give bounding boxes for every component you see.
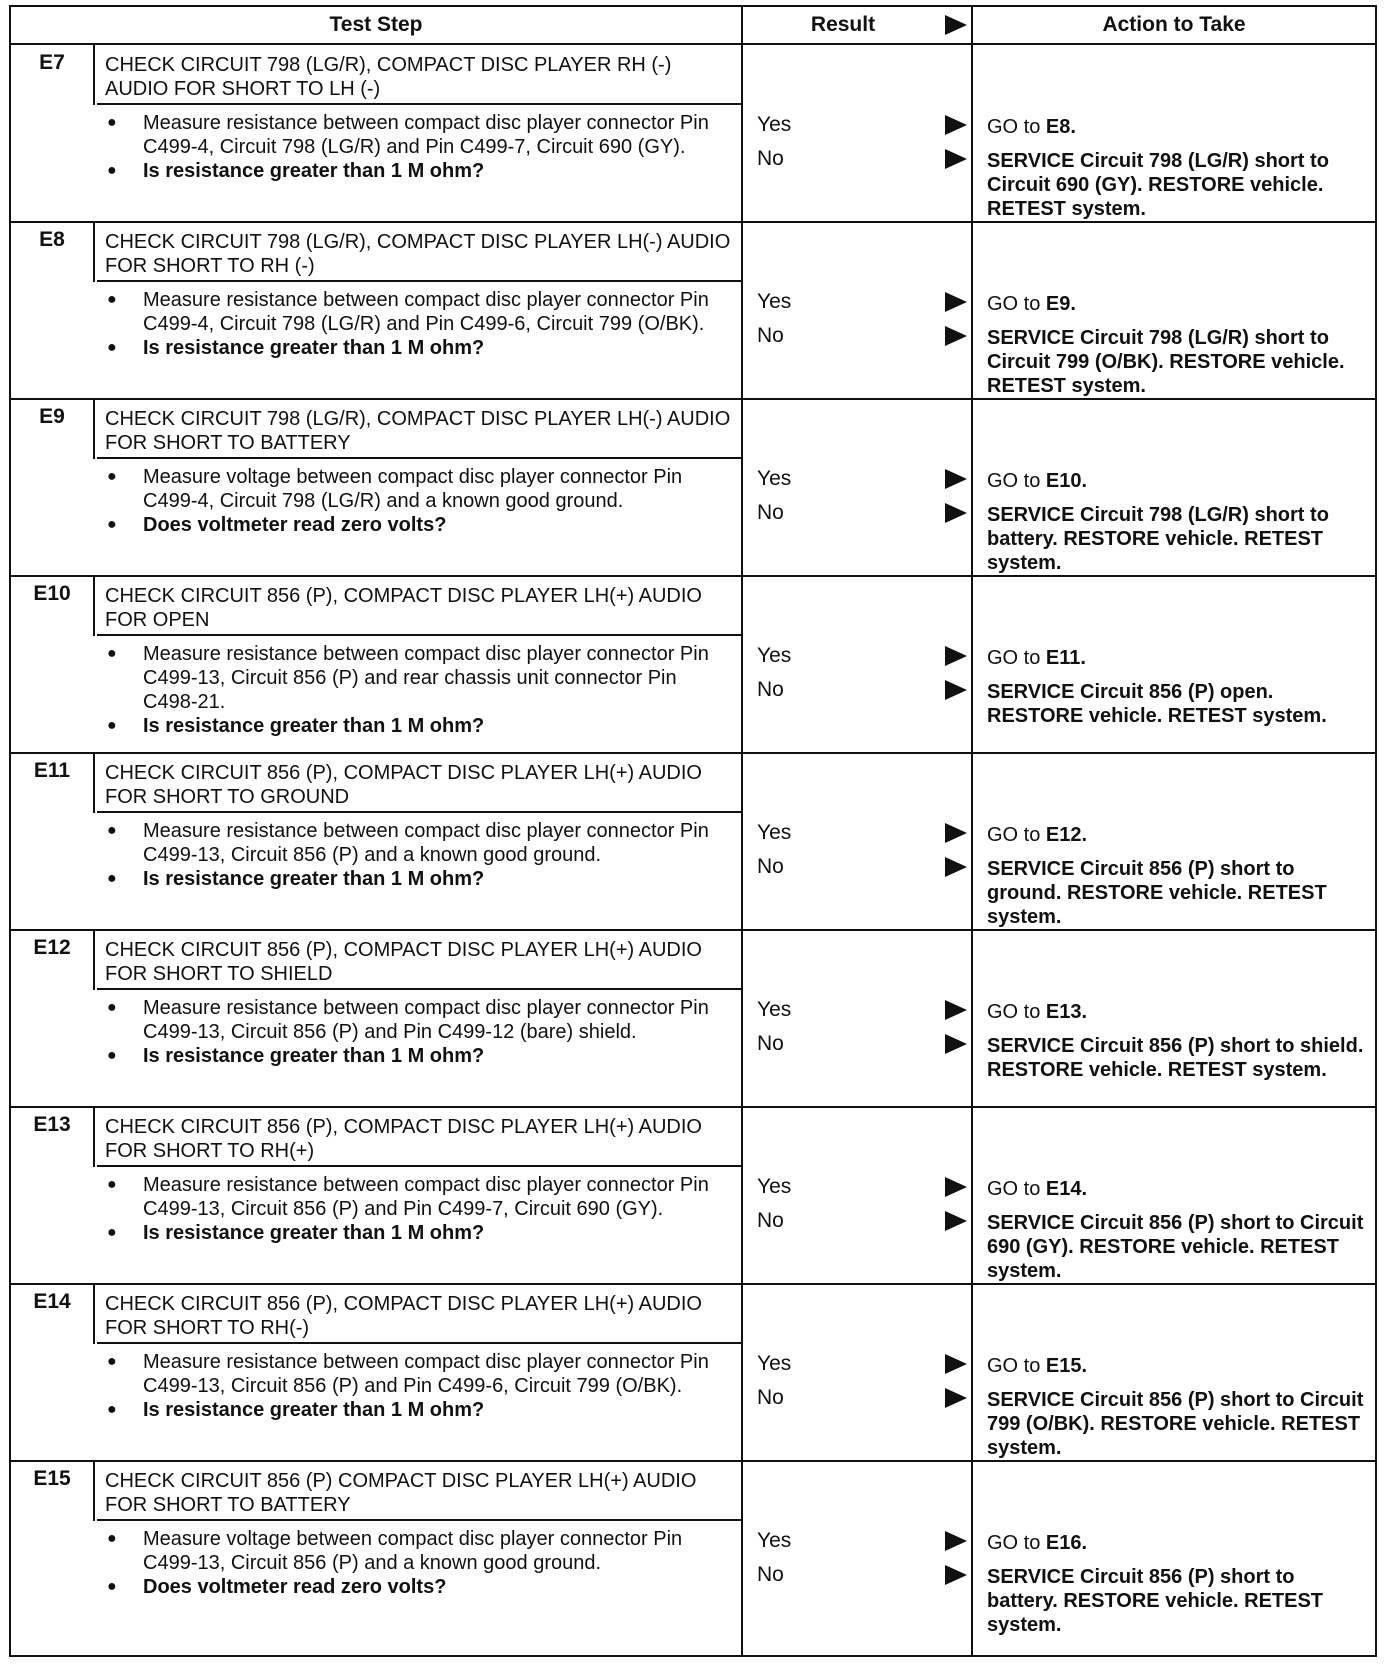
arrow-right-icon xyxy=(945,680,967,700)
go-to-target: E14. xyxy=(1045,1178,1088,1200)
action-go-to xyxy=(987,823,1087,847)
test-step-row xyxy=(11,576,1375,754)
result-yes: Yes xyxy=(757,644,792,667)
step-title: CHECK CIRCUIT 798 (LG/R), COMPACT DISC PLAYER LH(-) AUDIO FOR SHORT TO BATTERY xyxy=(97,399,743,459)
action-cell xyxy=(973,1461,1375,1655)
go-to-target: E13. xyxy=(1045,1001,1088,1023)
action-service: SERVICE Circuit 856 (P) short to ground. RESTORE vehicle. RETEST system. xyxy=(987,858,1327,928)
action-service: SERVICE Circuit 856 (P) open. RESTORE vehicle. RETEST system. xyxy=(987,681,1327,727)
result-cell xyxy=(743,930,973,1106)
action-cell xyxy=(973,399,1375,575)
go-to-target: E10. xyxy=(1045,470,1088,492)
step-body xyxy=(95,1167,743,1283)
step-instruction: ● Measure resistance between compact disc player connector Pin C499-13, Circuit 856 (P) and Pin C499-12 (bare) shield. xyxy=(107,996,733,1044)
test-step-row xyxy=(11,45,1375,223)
result-cell xyxy=(743,399,973,575)
test-step-row xyxy=(11,1284,1375,1462)
go-to-prefix: GO to xyxy=(987,824,1041,846)
arrow-right-icon xyxy=(945,1034,967,1054)
arrow-right-icon xyxy=(945,115,967,135)
result-no: No xyxy=(757,1386,784,1409)
step-title: CHECK CIRCUIT 856 (P), COMPACT DISC PLAYER LH(+) AUDIO FOR SHORT TO RH(-) xyxy=(97,1284,743,1344)
step-instruction: ● Measure voltage between compact disc player connector Pin C499-4, Circuit 798 (LG/R) and a known good ground. xyxy=(107,465,733,513)
result-no: No xyxy=(757,1563,784,1586)
go-to-target: E9. xyxy=(1045,293,1076,315)
arrow-right-icon xyxy=(945,326,967,346)
result-cell xyxy=(743,753,973,929)
step-body xyxy=(95,1344,743,1460)
step-question: ● Is resistance greater than 1 M ohm? xyxy=(107,867,733,891)
action-go-to xyxy=(987,292,1076,316)
test-step-row xyxy=(11,399,1375,577)
step-instruction: ● Measure resistance between compact disc player connector Pin C499-13, Circuit 856 (P) and Pin C499-6, Circuit 799 (O/BK). xyxy=(107,1350,733,1398)
step-question: ● Does voltmeter read zero volts? xyxy=(107,1575,733,1599)
result-no: No xyxy=(757,324,784,347)
go-to-target: E11. xyxy=(1045,647,1086,669)
step-question: ● Is resistance greater than 1 M ohm? xyxy=(107,1398,733,1422)
go-to-target: E16. xyxy=(1045,1532,1088,1554)
arrow-right-icon xyxy=(945,1000,967,1020)
go-to-prefix: GO to xyxy=(987,116,1041,138)
step-title: CHECK CIRCUIT 856 (P) COMPACT DISC PLAYER LH(+) AUDIO FOR SHORT TO BATTERY xyxy=(97,1461,743,1521)
result-yes: Yes xyxy=(757,1352,792,1375)
step-title: CHECK CIRCUIT 856 (P), COMPACT DISC PLAYER LH(+) AUDIO FOR SHORT TO RH(+) xyxy=(97,1107,743,1167)
go-to-target: E15. xyxy=(1045,1355,1088,1377)
step-title: CHECK CIRCUIT 798 (LG/R), COMPACT DISC PLAYER RH (-) AUDIO FOR SHORT TO LH (-) xyxy=(97,45,743,105)
arrow-right-icon xyxy=(945,469,967,489)
step-body xyxy=(95,636,743,752)
arrow-right-icon xyxy=(945,1565,967,1585)
result-cell xyxy=(743,222,973,398)
go-to-prefix: GO to xyxy=(987,1001,1041,1023)
action-service: SERVICE Circuit 856 (P) short to Circuit 799 (O/BK). RESTORE vehicle. RETEST system. xyxy=(987,1389,1364,1459)
step-body xyxy=(95,105,743,221)
action-service: SERVICE Circuit 798 (LG/R) short to Circuit 799 (O/BK). RESTORE vehicle. RETEST system. xyxy=(987,327,1345,397)
arrow-right-icon xyxy=(945,149,967,169)
step-body xyxy=(95,1521,743,1655)
result-cell xyxy=(743,1461,973,1655)
result-yes: Yes xyxy=(757,1529,792,1552)
action-go-to xyxy=(987,469,1087,493)
step-instruction: ● Measure resistance between compact disc player connector Pin C499-4, Circuit 798 (LG/R) and Pin C499-7, Circuit 690 (GY). xyxy=(107,111,733,159)
result-no: No xyxy=(757,1032,784,1055)
go-to-prefix: GO to xyxy=(987,1178,1041,1200)
action-cell xyxy=(973,930,1375,1106)
step-body xyxy=(95,990,743,1106)
arrow-right-icon xyxy=(945,1177,967,1197)
action-service: SERVICE Circuit 856 (P) short to shield. RESTORE vehicle. RETEST system. xyxy=(987,1035,1364,1081)
step-title: CHECK CIRCUIT 856 (P), COMPACT DISC PLAYER LH(+) AUDIO FOR SHORT TO SHIELD xyxy=(97,930,743,990)
step-instruction: ● Measure resistance between compact disc player connector Pin C499-13, Circuit 856 (P) and Pin C499-7, Circuit 690 (GY). xyxy=(107,1173,733,1221)
result-no: No xyxy=(757,855,784,878)
step-id: E11 xyxy=(11,753,95,813)
result-cell xyxy=(743,1284,973,1460)
arrow-right-icon xyxy=(945,823,967,843)
arrow-right-icon xyxy=(945,1388,967,1408)
result-yes: Yes xyxy=(757,1175,792,1198)
step-id: E13 xyxy=(11,1107,95,1167)
action-go-to xyxy=(987,115,1076,139)
header-result-label: Result xyxy=(810,13,876,36)
action-go-to xyxy=(987,1000,1087,1024)
step-id: E14 xyxy=(11,1284,95,1344)
step-id: E8 xyxy=(11,222,95,282)
result-no: No xyxy=(757,501,784,524)
step-id: E12 xyxy=(11,930,95,990)
step-body xyxy=(95,459,743,575)
diagnostic-table xyxy=(9,5,1377,1657)
action-cell xyxy=(973,753,1375,929)
test-step-row xyxy=(11,222,1375,400)
action-go-to xyxy=(987,646,1086,670)
action-cell xyxy=(973,1107,1375,1283)
arrow-right-icon xyxy=(945,15,967,35)
result-no: No xyxy=(757,678,784,701)
step-body xyxy=(95,282,743,398)
action-go-to xyxy=(987,1177,1087,1201)
go-to-prefix: GO to xyxy=(987,293,1041,315)
arrow-right-icon xyxy=(945,503,967,523)
result-no: No xyxy=(757,1209,784,1232)
result-yes: Yes xyxy=(757,821,792,844)
arrow-right-icon xyxy=(945,1531,967,1551)
test-step-row xyxy=(11,1461,1375,1655)
header-action: Action to Take xyxy=(1102,13,1246,36)
arrow-right-icon xyxy=(945,1354,967,1374)
header-result xyxy=(743,7,973,43)
action-service: SERVICE Circuit 856 (P) short to Circuit 690 (GY). RESTORE vehicle. RETEST system. xyxy=(987,1212,1364,1282)
step-question: ● Is resistance greater than 1 M ohm? xyxy=(107,336,733,360)
test-step-row xyxy=(11,753,1375,931)
arrow-right-icon xyxy=(945,646,967,666)
result-yes: Yes xyxy=(757,290,792,313)
action-go-to xyxy=(987,1354,1087,1378)
step-body xyxy=(95,813,743,929)
step-title: CHECK CIRCUIT 798 (LG/R), COMPACT DISC PLAYER LH(-) AUDIO FOR SHORT TO RH (-) xyxy=(97,222,743,282)
arrow-right-icon xyxy=(945,857,967,877)
step-question: ● Is resistance greater than 1 M ohm? xyxy=(107,1221,733,1245)
step-instruction: ● Measure resistance between compact disc player connector Pin C499-13, Circuit 856 (P) and a known good ground. xyxy=(107,819,733,867)
test-step-row xyxy=(11,930,1375,1108)
result-cell xyxy=(743,576,973,752)
action-cell xyxy=(973,222,1375,398)
table-header xyxy=(11,7,1375,45)
result-yes: Yes xyxy=(757,113,792,136)
step-instruction: ● Measure resistance between compact disc player connector Pin C499-13, Circuit 856 (P) and rear chassis unit connector Pin C498-21. xyxy=(107,642,733,714)
result-cell xyxy=(743,1107,973,1283)
result-no: No xyxy=(757,147,784,170)
step-question: ● Does voltmeter read zero volts? xyxy=(107,513,733,537)
step-id: E10 xyxy=(11,576,95,636)
test-step-row xyxy=(11,1107,1375,1285)
action-service: SERVICE Circuit 856 (P) short to battery. RESTORE vehicle. RETEST system. xyxy=(987,1566,1324,1636)
step-title: CHECK CIRCUIT 856 (P), COMPACT DISC PLAYER LH(+) AUDIO FOR SHORT TO GROUND xyxy=(97,753,743,813)
step-question: ● Is resistance greater than 1 M ohm? xyxy=(107,159,733,183)
go-to-prefix: GO to xyxy=(987,1532,1041,1554)
result-cell xyxy=(743,45,973,221)
step-title: CHECK CIRCUIT 856 (P), COMPACT DISC PLAYER LH(+) AUDIO FOR OPEN xyxy=(97,576,743,636)
go-to-prefix: GO to xyxy=(987,470,1041,492)
step-question: ● Is resistance greater than 1 M ohm? xyxy=(107,714,733,738)
go-to-target: E8. xyxy=(1045,116,1076,138)
go-to-target: E12. xyxy=(1045,824,1088,846)
action-service: SERVICE Circuit 798 (LG/R) short to battery. RESTORE vehicle. RETEST system. xyxy=(987,504,1329,574)
step-id: E7 xyxy=(11,45,95,105)
action-service: SERVICE Circuit 798 (LG/R) short to Circuit 690 (GY). RESTORE vehicle. RETEST system. xyxy=(987,150,1329,220)
step-instruction: ● Measure resistance between compact disc player connector Pin C499-4, Circuit 798 (LG/R) and Pin C499-6, Circuit 799 (O/BK). xyxy=(107,288,733,336)
step-id: E15 xyxy=(11,1461,95,1521)
go-to-prefix: GO to xyxy=(987,1355,1041,1377)
result-yes: Yes xyxy=(757,998,792,1021)
step-question: ● Is resistance greater than 1 M ohm? xyxy=(107,1044,733,1068)
action-cell xyxy=(973,1284,1375,1460)
header-test-step: Test Step xyxy=(11,7,743,43)
action-go-to xyxy=(987,1531,1087,1555)
action-cell xyxy=(973,45,1375,221)
arrow-right-icon xyxy=(945,292,967,312)
go-to-prefix: GO to xyxy=(987,647,1041,669)
action-cell xyxy=(973,576,1375,752)
arrow-right-icon xyxy=(945,1211,967,1231)
step-instruction: ● Measure voltage between compact disc player connector Pin C499-13, Circuit 856 (P) and a known good ground. xyxy=(107,1527,733,1575)
result-yes: Yes xyxy=(757,467,792,490)
step-id: E9 xyxy=(11,399,95,459)
